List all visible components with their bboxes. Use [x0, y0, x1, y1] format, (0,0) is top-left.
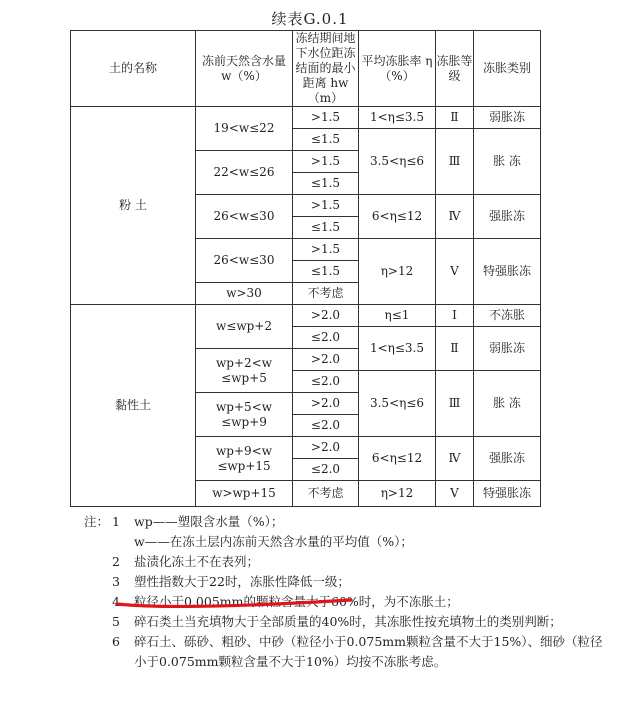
- hw-cell: >1.5: [293, 195, 359, 217]
- water-content-cell: wp+2<w ≤wp+5: [196, 349, 293, 393]
- note-text: w——在冻土层内冻前天然含水量的平均值（%）；: [134, 534, 413, 549]
- header-category: 冻胀类别: [474, 31, 541, 107]
- grade-cell: Ⅰ: [436, 305, 474, 327]
- notes-label: 注：: [84, 514, 110, 529]
- note-item: [84, 552, 604, 572]
- hw-cell: ≤2.0: [293, 415, 359, 437]
- grade-cell: Ⅳ: [436, 437, 474, 481]
- note-text: 盐渍化冻土不在表列；: [134, 554, 260, 569]
- note-text: wp——塑限含水量（%）；: [134, 514, 284, 529]
- note-number: 1: [112, 514, 120, 529]
- eta-cell: η>12: [359, 481, 436, 507]
- water-content-cell: 26<w≤30: [196, 239, 293, 283]
- grade-cell: Ⅲ: [436, 371, 474, 437]
- hw-cell: >2.0: [293, 305, 359, 327]
- header-groundwater: 冻结期间地下水位距冻结面的最小距离 hw（m）: [293, 31, 359, 107]
- eta-cell: 3.5<η≤6: [359, 129, 436, 195]
- note-text: 碎石土、砾砂、粗砂、中砂（粒径小于0.075mm颗粒含量不大于15%）、细砂（粒径小于0.075mm颗粒含量不大于10%）均按不冻胀考虑。: [134, 634, 603, 669]
- water-content-cell: wp+9<w ≤wp+15: [196, 437, 293, 481]
- grade-cell: Ⅴ: [436, 239, 474, 305]
- header-soil-name: 土的名称: [71, 31, 196, 107]
- table-caption: 续表G.0.1: [271, 10, 349, 28]
- eta-cell: 1<η≤3.5: [359, 327, 436, 371]
- note-number: 6: [112, 634, 120, 649]
- note-number: 2: [112, 554, 120, 569]
- eta-cell: η≤1: [359, 305, 436, 327]
- category-cell: 不冻胀: [474, 305, 541, 327]
- grade-cell: Ⅳ: [436, 195, 474, 239]
- water-content-cell: 22<w≤26: [196, 151, 293, 195]
- category-cell: 胀 冻: [474, 129, 541, 195]
- water-content-cell: 19<w≤22: [196, 107, 293, 151]
- note-item: [84, 632, 604, 672]
- eta-cell: 3.5<η≤6: [359, 371, 436, 437]
- note-item: [84, 512, 604, 532]
- table-row: [71, 107, 541, 129]
- hw-cell: ≤1.5: [293, 217, 359, 239]
- soil-name-cell: 粉 土: [71, 107, 196, 305]
- water-content-cell: w>30: [196, 283, 293, 305]
- hw-cell: >1.5: [293, 239, 359, 261]
- hw-cell: ≤1.5: [293, 261, 359, 283]
- soil-name-cell: 黏性土: [71, 305, 196, 507]
- note-item: [84, 532, 604, 552]
- header-grade: 冻胀等级: [436, 31, 474, 107]
- hw-cell: >1.5: [293, 151, 359, 173]
- water-content-cell: wp+5<w ≤wp+9: [196, 393, 293, 437]
- hw-cell: >2.0: [293, 393, 359, 415]
- water-content-cell: w≤wp+2: [196, 305, 293, 349]
- category-cell: 强胀冻: [474, 437, 541, 481]
- category-cell: 胀 冻: [474, 371, 541, 437]
- category-cell: 特强胀冻: [474, 481, 541, 507]
- grade-cell: Ⅱ: [436, 107, 474, 129]
- grade-cell: Ⅱ: [436, 327, 474, 371]
- note-number: 3: [112, 574, 120, 589]
- hw-cell: >1.5: [293, 107, 359, 129]
- category-cell: 弱胀冻: [474, 327, 541, 371]
- note-item: [84, 612, 604, 632]
- eta-cell: 6<η≤12: [359, 437, 436, 481]
- eta-cell: 1<η≤3.5: [359, 107, 436, 129]
- hw-cell: ≤2.0: [293, 459, 359, 481]
- grade-cell: Ⅲ: [436, 129, 474, 195]
- header-heave-rate: 平均冻胀率 η（%）: [359, 31, 436, 107]
- frost-heave-table: [70, 30, 541, 507]
- category-cell: 弱胀冻: [474, 107, 541, 129]
- hw-cell: ≤2.0: [293, 327, 359, 349]
- note-text: 塑性指数大于22时，冻胀性降低一级；: [134, 574, 350, 589]
- note-number: 4: [112, 594, 120, 609]
- grade-cell: Ⅴ: [436, 481, 474, 507]
- hw-cell: 不考虑: [293, 481, 359, 507]
- water-content-cell: 26<w≤30: [196, 195, 293, 239]
- red-underline-annotation: [115, 591, 355, 611]
- header-row: [71, 31, 541, 107]
- category-cell: 强胀冻: [474, 195, 541, 239]
- water-content-cell: w>wp+15: [196, 481, 293, 507]
- note-text: 粒径小于0.005mm的颗粒含量大于60%时，为不冻胀土；: [134, 594, 459, 609]
- eta-cell: η>12: [359, 239, 436, 305]
- table-row: [71, 305, 541, 327]
- header-water-content: 冻前天然含水量 w（%）: [196, 31, 293, 107]
- hw-cell: >2.0: [293, 349, 359, 371]
- note-text: 碎石类土当充填物大于全部质量的40%时，其冻胀性按充填物土的类别判断；: [134, 614, 562, 629]
- eta-cell: 6<η≤12: [359, 195, 436, 239]
- category-cell: 特强胀冻: [474, 239, 541, 305]
- hw-cell: 不考虑: [293, 283, 359, 305]
- hw-cell: ≤2.0: [293, 371, 359, 393]
- hw-cell: ≤1.5: [293, 173, 359, 195]
- hw-cell: >2.0: [293, 437, 359, 459]
- note-number: 5: [112, 614, 120, 629]
- note-item: [84, 572, 604, 592]
- hw-cell: ≤1.5: [293, 129, 359, 151]
